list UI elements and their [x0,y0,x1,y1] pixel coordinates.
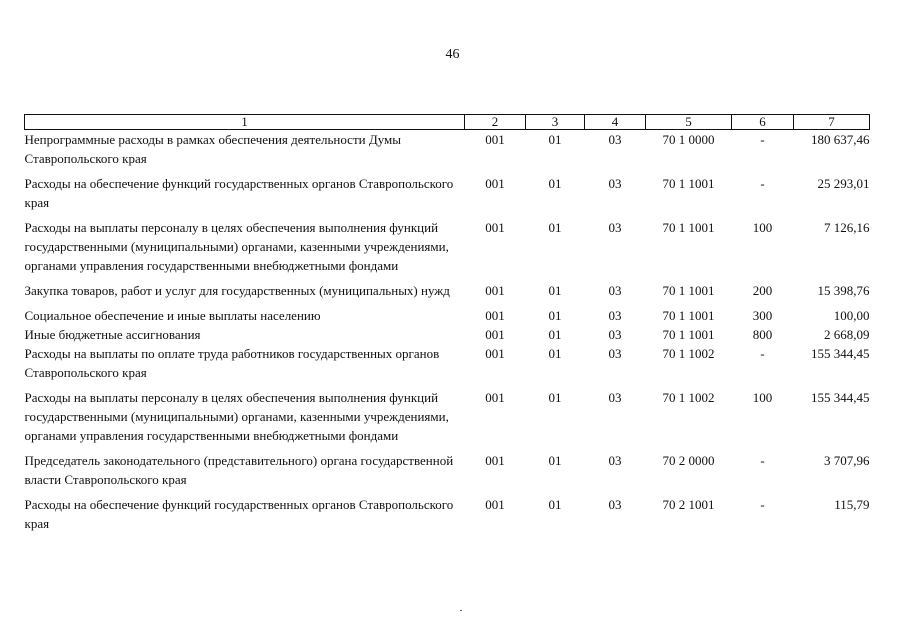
target-article-code: 70 1 1001 [662,283,715,298]
expense-name: Расходы на выплаты по оплате труда работников государственных органов Ставропольского края [24,346,440,380]
ministry-code: 001 [485,220,505,235]
ministry-code: 001 [485,453,505,468]
subsection-code: 03 [608,497,622,512]
amount: 100,00 [833,308,870,323]
expense-type-code: 200 [752,283,773,298]
table-row [25,325,870,344]
section-code: 01 [548,220,562,235]
target-article-code: 70 1 1001 [662,308,715,323]
expense-name: Расходы на выплаты персоналу в целях обеспечения выполнения функций государственными (муниципальными) органами, казенными учреждениями, органами управления государственными внебюджетными фондами [24,390,449,443]
column-header-3: 3 [526,115,585,130]
table-row [25,388,870,451]
ministry-code: 001 [485,308,505,323]
ministry-code: 001 [485,346,505,361]
subsection-code: 03 [608,176,622,191]
subsection-code: 03 [608,220,622,235]
section-code: 01 [548,308,562,323]
expense-type-code: 800 [752,327,773,342]
target-article-code: 70 2 1001 [662,497,715,512]
subsection-code: 03 [608,346,622,361]
expense-name: Непрограммные расходы в рамках обеспечения деятельности Думы Ставропольского края [24,132,401,166]
target-article-code: 70 1 1002 [662,390,715,405]
table-row [25,174,870,218]
ministry-code: 001 [485,283,505,298]
page-number: 46 [445,47,460,62]
target-article-code: 70 1 0000 [662,132,715,147]
table-row [25,130,870,175]
table-row [25,344,870,388]
column-header-2: 2 [465,115,526,130]
target-article-code: 70 1 1001 [662,220,715,235]
amount: 180 637,46 [811,132,870,147]
amount: 25 293,01 [817,176,870,191]
column-header-7: 7 [794,115,870,130]
expense-type-code: - [760,132,765,147]
amount: 3 707,96 [824,453,870,468]
expense-type-code: 300 [752,308,773,323]
section-code: 01 [548,346,562,361]
budget-table [24,114,870,533]
expense-name: Председатель законодательного (представительного) органа государственной власти Ставропольского края [24,453,454,487]
column-header-6: 6 [732,115,794,130]
amount: 2 668,09 [824,327,870,342]
section-code: 01 [548,283,562,298]
ministry-code: 001 [485,132,505,147]
table-row [25,495,870,533]
expense-type-code: 100 [752,390,773,405]
table-row [25,306,870,325]
amount: 155 344,45 [811,346,870,361]
table-row [25,218,870,281]
expense-name: Закупка товаров, работ и услуг для государственных (муниципальных) нужд [24,283,450,298]
column-header-4: 4 [585,115,646,130]
subsection-code: 03 [608,132,622,147]
section-code: 01 [548,497,562,512]
expense-name: Расходы на выплаты персоналу в целях обеспечения выполнения функций государственными (муниципальными) органами, казенными учреждениями, органами управления государственными внебюджетными фондами [24,220,449,273]
section-code: 01 [548,176,562,191]
subsection-code: 03 [608,283,622,298]
ministry-code: 001 [485,176,505,191]
table-row [25,281,870,306]
ministry-code: 001 [485,390,505,405]
expense-name: Иные бюджетные ассигнования [24,327,201,342]
section-code: 01 [548,390,562,405]
expense-type-code: - [760,176,765,191]
amount: 15 398,76 [817,283,870,298]
expense-type-code: - [760,453,765,468]
expense-type-code: - [760,497,765,512]
expense-name: Расходы на обеспечение функций государственных органов Ставропольского края [24,176,454,210]
section-code: 01 [548,327,562,342]
amount: 115,79 [834,497,870,512]
amount: 7 126,16 [824,220,870,235]
target-article-code: 70 1 1001 [662,176,715,191]
expense-name: Социальное обеспечение и иные выплаты населению [24,308,321,323]
ministry-code: 001 [485,327,505,342]
expense-name: Расходы на обеспечение функций государственных органов Ставропольского края [24,497,454,531]
expense-type-code: - [760,346,765,361]
subsection-code: 03 [608,453,622,468]
target-article-code: 70 1 1002 [662,346,715,361]
ministry-code: 001 [485,497,505,512]
table-row [25,451,870,495]
table-header-row [25,115,870,130]
subsection-code: 03 [608,390,622,405]
section-code: 01 [548,453,562,468]
amount: 155 344,45 [811,390,870,405]
section-code: 01 [548,132,562,147]
scan-speck [460,610,462,611]
target-article-code: 70 2 0000 [662,453,715,468]
subsection-code: 03 [608,327,622,342]
subsection-code: 03 [608,308,622,323]
target-article-code: 70 1 1001 [662,327,715,342]
expense-type-code: 100 [752,220,773,235]
column-header-5: 5 [646,115,732,130]
column-header-1: 1 [25,115,465,130]
